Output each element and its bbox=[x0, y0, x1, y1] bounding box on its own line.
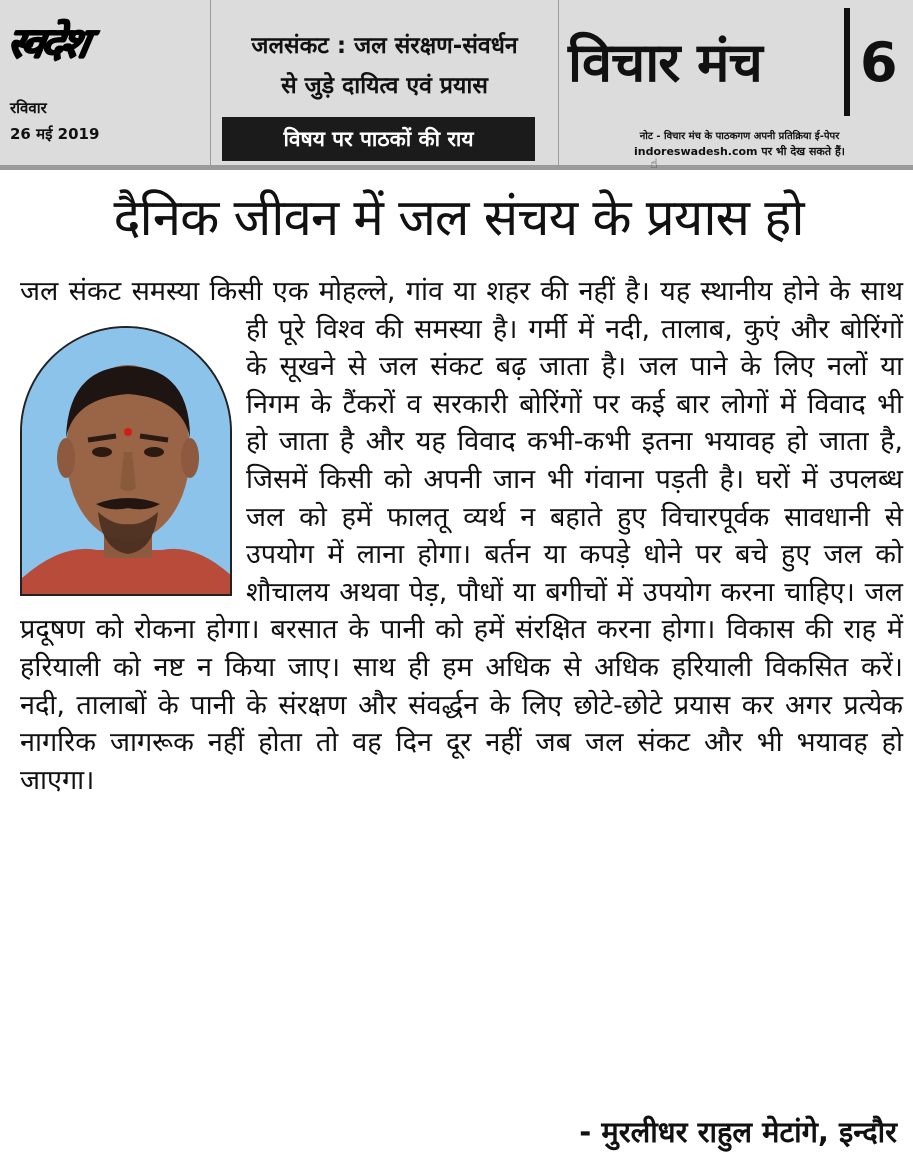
note-url[interactable]: indoreswadesh.com पर भी देख सकते हैं। bbox=[634, 145, 845, 158]
topic-line-2: से जुड़े दायित्व एवं प्रयास bbox=[281, 73, 488, 99]
topic-line-1: जलसंकट : जल संरक्षण-संवर्धन bbox=[251, 33, 518, 59]
masthead bbox=[0, 0, 913, 170]
newspaper-logo: स्वदेश bbox=[3, 18, 91, 67]
page-number: 6 bbox=[860, 31, 898, 94]
author-photo bbox=[20, 326, 232, 596]
issue-date: 26 मई 2019 bbox=[10, 125, 100, 143]
article-text-start: जल संकट समस्या किसी एक मोहल्ले, गांव या शहर की नहीं है। यह स्थानीय होने के साथ ही पूरे विश्व की समस्या है। गर्मी में नदी, तालाब, bbox=[20, 276, 903, 345]
section-title: विचार मंच bbox=[568, 31, 762, 94]
divider bbox=[558, 0, 559, 165]
topic-label: विषय पर पाठकों की राय bbox=[222, 117, 535, 161]
page-divider bbox=[844, 8, 850, 116]
hand-cursor-icon: ☝ bbox=[650, 157, 658, 172]
article-text-rest: कुएं और बोरिंगों के सूखने से जल संकट बढ़ जाता है। जल पाने के लिए नलों या निगम के टैंकरों व सरकारी बोरिंगों पर कई बार लोगों में विवाद भी हो जाता है और यह विवाद कभी-कभी इतना भयावह हो जाता है, जिसमें किसी को अपनी जान भी गंवाना पड़ती है। घरों में उपलब्ध जल को हमें फालतू व्यर्थ न बहाते हुए विचारपूर्वक सावधानी से उपयोग में लाना होगा। बर्तन या कपड़े धोने पर बचे हुए जल को शौचालय अथवा पेड़, पौधों या बगीचों में उपयोग करना चाहिए। जल प्रदूषण को रोकना होगा। बरसात के पानी को हमें संरक्षित करना होगा। विकास की राह में हरियाली को नष्ट न किया जाए। साथ ही हम अधिक से अधिक हरियाली विकसित करें। नदी, तालाबों के पानी के संरक्षण और संवर्द्धन के लिए छोटे-छोटे प्रयास कर अगर प्रत्येक नागरिक जागरूक नहीं होता तो वह दिन दूर नहीं जब जल संकट और भी भयावह हो जाएगा। bbox=[20, 313, 903, 796]
author-byline: - मुरलीधर राहुल मेटांगे, इन्दौर bbox=[579, 1115, 897, 1149]
portrait-illustration bbox=[22, 328, 232, 596]
article-headline: दैनिक जीवन में जल संचय के प्रयास हो bbox=[113, 189, 804, 248]
note-text: नोट - विचार मंच के पाठकगण अपनी प्रतिक्रिया ई-पेपर bbox=[639, 131, 840, 142]
divider bbox=[210, 0, 211, 165]
article-body bbox=[20, 273, 903, 799]
issue-day: रविवार bbox=[10, 99, 47, 117]
